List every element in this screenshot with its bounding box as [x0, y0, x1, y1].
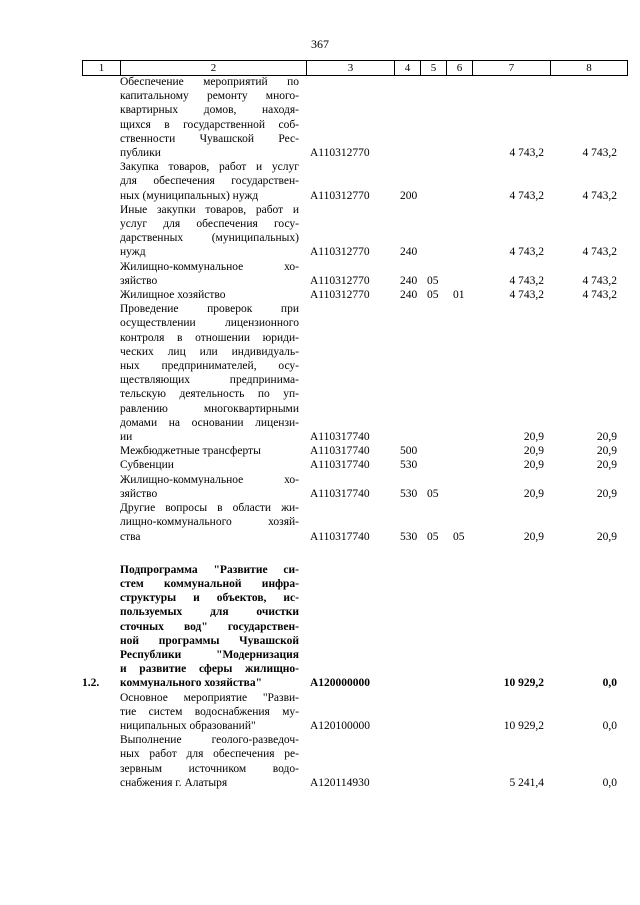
table-row — [82, 444, 617, 458]
table-row — [82, 160, 617, 203]
amount-col8: 0,0 — [602, 719, 617, 732]
row-description — [120, 501, 299, 544]
description-line: зяйство — [120, 274, 158, 287]
row-description — [120, 160, 299, 203]
description-line: ной программы Чувашской — [120, 634, 299, 647]
description-line: лищно-коммунального хозяй- — [120, 516, 299, 529]
description-line: домами на основании лицензи- — [120, 416, 299, 429]
header-col-2: 2 — [121, 61, 307, 76]
target-article-code: А110312770 — [310, 147, 370, 160]
description-line: и развитие сферы жилищно- — [120, 663, 299, 676]
table-row — [82, 302, 617, 444]
row-description — [120, 458, 299, 472]
description-line: сточных вод" государствен- — [120, 620, 299, 633]
table-row — [82, 260, 617, 288]
amount-col7: 4 743,2 — [509, 246, 544, 259]
description-line: равлению многоквартирными — [120, 402, 299, 415]
target-article-code: А110312770 — [310, 289, 370, 302]
description-line: осуществлении лицензионного — [120, 317, 299, 330]
description-line: Республики "Модернизация — [120, 648, 299, 661]
amount-col8: 0,0 — [602, 776, 617, 789]
amount-col8: 0,0 — [602, 677, 617, 690]
page-number: 367 — [311, 37, 329, 51]
expense-type-code: 530 — [400, 487, 418, 500]
description-line: ии — [120, 431, 133, 444]
description-line: Жилищное хозяйство — [120, 289, 226, 302]
amount-col7: 20,9 — [523, 530, 544, 543]
table-row — [82, 563, 617, 691]
expense-type-code: 240 — [400, 274, 418, 287]
target-article-code: А110312770 — [310, 274, 370, 287]
description-line: тельскую деятельность по уп- — [120, 388, 299, 401]
table-row — [82, 458, 617, 472]
expense-type-code: 530 — [400, 530, 418, 543]
description-line: структуры и объектов, ис- — [120, 592, 299, 605]
description-line: Иные закупки товаров, работ и — [120, 203, 299, 216]
column-header-table — [82, 60, 628, 76]
target-article-code: А110317740 — [310, 445, 370, 458]
amount-col7: 4 743,2 — [509, 189, 544, 202]
expense-type-code: 530 — [400, 459, 418, 472]
amount-col8: 4 743,2 — [582, 289, 617, 302]
section-code: 05 — [427, 289, 439, 302]
table-row — [82, 473, 617, 501]
row-number: 1.2. — [82, 677, 100, 690]
amount-col7: 10 929,2 — [503, 677, 544, 690]
expense-type-code: 200 — [400, 189, 418, 202]
table-row — [82, 501, 617, 544]
description-line: услуг для обеспечения госу- — [120, 218, 299, 231]
row-description — [120, 203, 299, 260]
row-description — [120, 288, 299, 302]
description-line: ных работ для обеспечения ре- — [120, 748, 299, 761]
expense-type-code: 240 — [400, 289, 418, 302]
target-article-code: А110317740 — [310, 431, 370, 444]
amount-col8: 20,9 — [596, 431, 617, 444]
target-article-code: А110312770 — [310, 189, 370, 202]
amount-col7: 20,9 — [523, 487, 544, 500]
budget-table-body — [82, 75, 617, 790]
description-line: ственности Чувашской Рес- — [120, 132, 299, 145]
row-description — [120, 473, 299, 501]
description-line: ства — [120, 530, 141, 543]
table-row — [82, 733, 617, 790]
header-col-5: 5 — [421, 61, 447, 76]
row-description — [120, 691, 299, 734]
row-description — [120, 260, 299, 288]
description-line: капитальному ремонту много- — [120, 90, 299, 103]
subsection-code: 05 — [453, 530, 465, 543]
amount-col8: 4 743,2 — [582, 189, 617, 202]
description-line: ниципальных образований" — [120, 719, 256, 732]
table-row — [82, 203, 617, 260]
target-article-code: А110317740 — [310, 487, 370, 500]
target-article-code: А120100000 — [310, 719, 371, 732]
amount-col7: 10 929,2 — [503, 719, 544, 732]
description-line: стем коммунальной инфра- — [120, 577, 299, 590]
header-col-7: 7 — [473, 61, 551, 76]
description-line: коммунального хозяйства" — [120, 677, 262, 690]
header-col-3: 3 — [307, 61, 395, 76]
target-article-code: А110312770 — [310, 246, 370, 259]
header-col-8: 8 — [551, 61, 628, 76]
amount-col7: 4 743,2 — [509, 274, 544, 287]
description-line: зервным источником водо- — [120, 762, 299, 775]
target-article-code: А120000000 — [310, 677, 371, 690]
amount-col7: 4 743,2 — [509, 289, 544, 302]
description-line: Закупка товаров, работ и услуг — [120, 161, 299, 174]
description-line: Обеспечение мероприятий по — [120, 76, 299, 88]
description-line: Выполнение геолого-разведоч- — [120, 734, 299, 747]
amount-col8: 4 743,2 — [582, 274, 617, 287]
description-line: Субвенции — [120, 459, 174, 472]
description-line: Другие вопросы в области жи- — [120, 502, 299, 515]
amount-col7: 4 743,2 — [509, 147, 544, 160]
row-description — [120, 302, 299, 444]
target-article-code: А110317740 — [310, 459, 370, 472]
section-code: 05 — [427, 487, 439, 500]
description-line: ществляющих предпринима- — [120, 374, 299, 387]
amount-col8: 4 743,2 — [582, 147, 617, 160]
description-line: квартирных домов, находя- — [120, 104, 299, 117]
row-description — [120, 75, 299, 160]
amount-col8: 4 743,2 — [582, 246, 617, 259]
description-line: Проведение проверок при — [120, 303, 299, 316]
amount-col7: 20,9 — [523, 445, 544, 458]
amount-col7: 20,9 — [523, 431, 544, 444]
amount-col7: 20,9 — [523, 459, 544, 472]
description-line: ных (муниципальных) нужд — [120, 189, 259, 202]
amount-col8: 20,9 — [596, 459, 617, 472]
description-line: ческих лиц или индивидуаль- — [120, 345, 299, 358]
description-line: зяйство — [120, 487, 158, 500]
row-description — [120, 444, 299, 458]
description-line: для обеспечения государствен- — [120, 175, 299, 188]
description-line: нужд — [120, 246, 146, 259]
description-line: ных предпринимателей, осу- — [120, 360, 299, 373]
description-line: снабжения г. Алатыря — [120, 776, 228, 789]
description-line: Подпрограмма "Развитие си- — [120, 563, 299, 576]
header-col-6: 6 — [447, 61, 473, 76]
description-line: Основное мероприятие "Разви- — [120, 691, 299, 704]
expense-type-code: 500 — [400, 445, 418, 458]
description-line: тие систем водоснабжения му- — [120, 705, 299, 718]
table-row — [82, 691, 617, 734]
section-gap — [82, 544, 617, 563]
target-article-code: А120114930 — [310, 776, 370, 789]
row-description — [120, 563, 299, 691]
description-line: контроля в отношении юриди- — [120, 331, 299, 344]
description-line: Жилищно-коммунальное хо- — [120, 260, 299, 273]
amount-col8: 20,9 — [596, 445, 617, 458]
description-line: дарственных (муниципальных) — [120, 232, 299, 245]
expense-type-code: 240 — [400, 246, 418, 259]
section-code: 05 — [427, 274, 439, 287]
description-line: Жилищно-коммунальное хо- — [120, 473, 299, 486]
description-line: Межбюджетные трансферты — [120, 445, 261, 458]
description-line: щихся в государственной соб- — [120, 118, 299, 131]
header-col-4: 4 — [395, 61, 421, 76]
amount-col8: 20,9 — [596, 487, 617, 500]
target-article-code: А110317740 — [310, 530, 370, 543]
header-col-1: 1 — [83, 61, 121, 76]
table-row — [82, 75, 617, 160]
section-code: 05 — [427, 530, 439, 543]
description-line: публики — [120, 147, 161, 160]
table-row — [82, 288, 617, 302]
subsection-code: 01 — [453, 289, 465, 302]
amount-col8: 20,9 — [596, 530, 617, 543]
row-description — [120, 733, 299, 790]
description-line: пользуемых для очистки — [120, 606, 299, 619]
amount-col7: 5 241,4 — [509, 776, 544, 789]
